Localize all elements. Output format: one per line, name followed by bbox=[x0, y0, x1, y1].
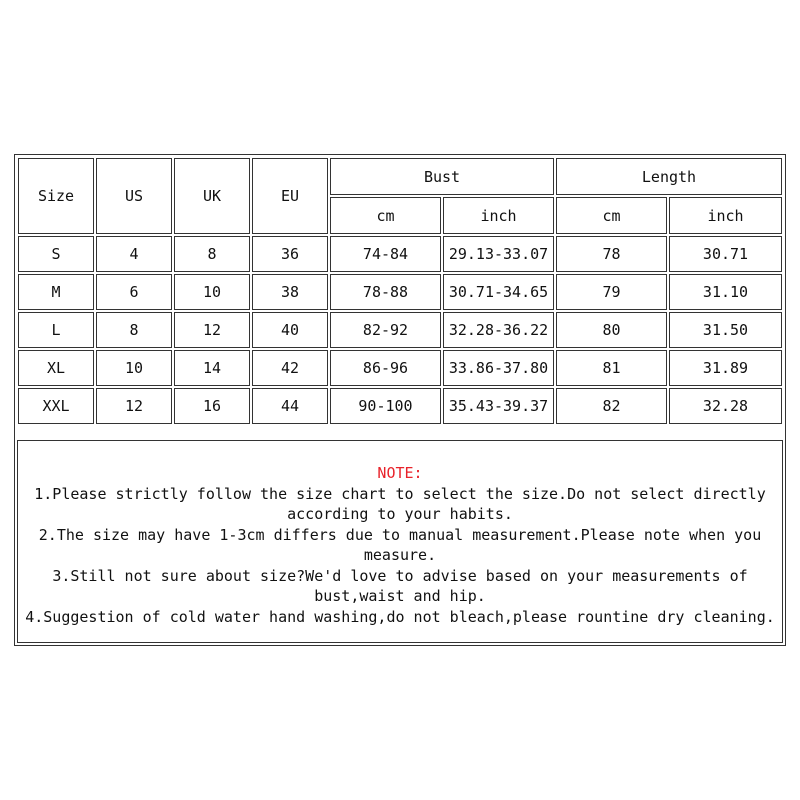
cell-us: 8 bbox=[96, 312, 172, 348]
header-us: US bbox=[96, 158, 172, 234]
table-row bbox=[18, 274, 782, 310]
cell-length-cm: 79 bbox=[556, 274, 667, 310]
note-title: NOTE: bbox=[377, 464, 423, 482]
cell-us: 6 bbox=[96, 274, 172, 310]
cell-bust-cm: 78-88 bbox=[330, 274, 441, 310]
header-row-1 bbox=[18, 158, 782, 195]
cell-eu: 40 bbox=[252, 312, 328, 348]
note-line-4: 4.Suggestion of cold water hand washing,do not bleach,please rountine dry cleaning. bbox=[25, 607, 775, 626]
cell-bust-cm: 74-84 bbox=[330, 236, 441, 272]
header-length-cm: cm bbox=[556, 197, 667, 234]
cell-bust-inch: 33.86-37.80 bbox=[443, 350, 554, 386]
note-box bbox=[17, 440, 783, 643]
cell-eu: 38 bbox=[252, 274, 328, 310]
header-length-inch: inch bbox=[669, 197, 782, 234]
cell-length-cm: 78 bbox=[556, 236, 667, 272]
cell-length-inch: 30.71 bbox=[669, 236, 782, 272]
header-bust: Bust bbox=[330, 158, 554, 195]
cell-uk: 12 bbox=[174, 312, 250, 348]
cell-eu: 42 bbox=[252, 350, 328, 386]
cell-uk: 14 bbox=[174, 350, 250, 386]
cell-us: 10 bbox=[96, 350, 172, 386]
cell-us: 4 bbox=[96, 236, 172, 272]
table-row bbox=[18, 236, 782, 272]
cell-size: XXL bbox=[18, 388, 94, 424]
cell-uk: 8 bbox=[174, 236, 250, 272]
cell-size: L bbox=[18, 312, 94, 348]
note-line-1: 1.Please strictly follow the size chart to select the size.Do not select directly according to your habits. bbox=[34, 484, 766, 523]
cell-length-inch: 31.50 bbox=[669, 312, 782, 348]
cell-bust-cm: 90-100 bbox=[330, 388, 441, 424]
header-size: Size bbox=[18, 158, 94, 234]
cell-bust-inch: 29.13-33.07 bbox=[443, 236, 554, 272]
cell-uk: 16 bbox=[174, 388, 250, 424]
cell-bust-inch: 30.71-34.65 bbox=[443, 274, 554, 310]
cell-size: S bbox=[18, 236, 94, 272]
table-row bbox=[18, 350, 782, 386]
header-eu: EU bbox=[252, 158, 328, 234]
header-length: Length bbox=[556, 158, 782, 195]
cell-uk: 10 bbox=[174, 274, 250, 310]
cell-length-cm: 80 bbox=[556, 312, 667, 348]
table-row bbox=[18, 388, 782, 424]
note-line-2: 2.The size may have 1-3cm differs due to manual measurement.Please note when you measure. bbox=[38, 525, 762, 564]
cell-length-inch: 31.89 bbox=[669, 350, 782, 386]
cell-bust-cm: 86-96 bbox=[330, 350, 441, 386]
cell-bust-inch: 35.43-39.37 bbox=[443, 388, 554, 424]
note-line-3: 3.Still not sure about size?We'd love to advise based on your measurements of bust,waist and hip. bbox=[52, 566, 748, 605]
cell-length-inch: 31.10 bbox=[669, 274, 782, 310]
cell-length-cm: 82 bbox=[556, 388, 667, 424]
size-chart-table bbox=[16, 156, 784, 426]
header-bust-inch: inch bbox=[443, 197, 554, 234]
cell-us: 12 bbox=[96, 388, 172, 424]
cell-eu: 36 bbox=[252, 236, 328, 272]
cell-length-inch: 32.28 bbox=[669, 388, 782, 424]
header-uk: UK bbox=[174, 158, 250, 234]
cell-length-cm: 81 bbox=[556, 350, 667, 386]
header-bust-cm: cm bbox=[330, 197, 441, 234]
cell-bust-cm: 82-92 bbox=[330, 312, 441, 348]
cell-size: M bbox=[18, 274, 94, 310]
table-row bbox=[18, 312, 782, 348]
cell-eu: 44 bbox=[252, 388, 328, 424]
cell-bust-inch: 32.28-36.22 bbox=[443, 312, 554, 348]
cell-size: XL bbox=[18, 350, 94, 386]
